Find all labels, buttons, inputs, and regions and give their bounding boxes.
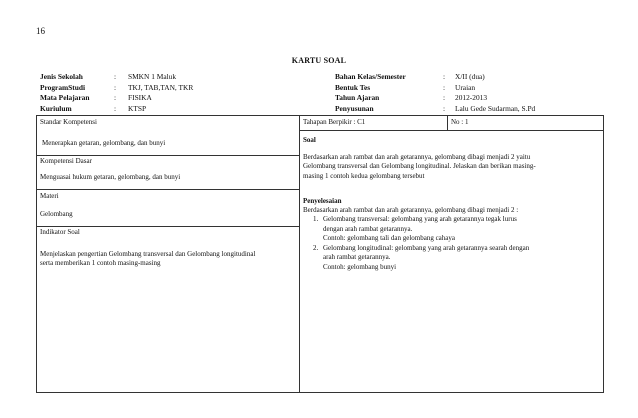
standar-kompetensi-label: Standar Kompetensi xyxy=(40,118,97,126)
list-item-line: Gelombang longitudinal: gelombang yang arah getarannya searah dengan xyxy=(323,243,530,252)
info-row-bentuk-tes xyxy=(335,83,535,94)
info-label: Bentuk Tes xyxy=(335,82,371,92)
row-divider xyxy=(37,155,299,156)
column-divider-no xyxy=(447,116,448,130)
info-value: SMKN 1 Maluk xyxy=(128,72,177,81)
indikator-soal-line-1: Menjelaskan pengertian Gelombang transversal dan Gelombang longitudinal xyxy=(40,250,256,258)
info-colon: : xyxy=(443,103,446,113)
list-item xyxy=(313,215,598,244)
soal-label: Soal xyxy=(303,136,316,144)
test-info xyxy=(335,72,535,114)
indikator-soal-label: Indikator Soal xyxy=(40,228,80,236)
info-colon: : xyxy=(114,72,117,81)
list-item-number: 2. xyxy=(313,243,319,252)
kompetensi-dasar-value: Menguasai hukum getaran, gelombang, dan bunyi xyxy=(40,173,181,181)
info-value: FISIKA xyxy=(128,93,152,102)
info-value: Uraian xyxy=(455,82,476,92)
list-item-line: Contoh: gelombang tali dan gelombang cahaya xyxy=(323,234,455,242)
kompetensi-dasar-label: Kompetensi Dasar xyxy=(40,157,92,165)
list-item-line: Gelombang transversal: gelombang yang arah getarannya tegak lurus xyxy=(323,215,517,223)
standar-kompetensi-value: Menerapkan getaran, gelombang, dan bunyi xyxy=(42,139,166,147)
info-label: Mata Pelajaran xyxy=(40,93,90,102)
column-divider xyxy=(299,116,300,392)
info-colon: : xyxy=(443,93,446,102)
info-label: Bahan Kelas/Semester xyxy=(335,72,406,81)
info-label: ProgramStudi xyxy=(40,82,86,92)
materi-value: Gelombang xyxy=(40,210,73,218)
soal-line-1: Berdasarkan arah rambat dan arah getarannya, gelombang dibagi menjadi 2 yaitu xyxy=(303,153,531,161)
info-value: TKJ, TAB,TAN, TKR xyxy=(128,82,194,92)
document-title: KARTU SOAL xyxy=(291,56,347,65)
question-number: No : 1 xyxy=(451,118,469,126)
list-item xyxy=(313,244,598,273)
row-divider xyxy=(37,226,299,227)
tahapan-berpikir: Tahapan Berpikir : C1 xyxy=(303,118,366,126)
info-colon: : xyxy=(114,103,117,113)
info-label: Kuriulum xyxy=(40,103,72,113)
info-value: KTSP xyxy=(128,103,147,113)
page-number: 16 xyxy=(36,26,45,36)
info-colon: : xyxy=(443,82,446,92)
row-divider xyxy=(299,130,603,131)
indikator-soal-line-2: serta memberikan 1 contoh masing-masing xyxy=(40,259,161,267)
info-label: Penyusunan xyxy=(335,103,374,113)
info-label: Tahun Ajaran xyxy=(335,93,380,102)
list-item-number: 1. xyxy=(313,215,319,223)
info-value: 2012-2013 xyxy=(455,93,488,102)
info-colon: : xyxy=(443,72,446,81)
school-info xyxy=(40,72,193,114)
list-item-line: arah rambat getarannya. xyxy=(323,253,391,261)
penyelesaian-label: Penyelesaian xyxy=(303,197,342,205)
info-row-program-studi xyxy=(40,83,193,94)
penyelesaian-intro: Berdasarkan arah rambat dan arah getarannya, gelombang dibagi menjadi 2 : xyxy=(303,206,519,214)
list-item-line: dengan arah rambat getarannya. xyxy=(323,224,413,233)
list-item-line: Contoh: gelombang bunyi xyxy=(323,262,397,271)
info-row-kurikulum xyxy=(40,104,193,115)
info-value: Lalu Gede Sudarman, S.Pd xyxy=(455,103,536,113)
soal-line-3: masing 1 contoh kedua gelombang tersebut xyxy=(303,172,425,180)
info-label: Jenis Sekolah xyxy=(40,72,83,81)
info-row-penyusunan xyxy=(335,104,535,115)
info-row-bahan-kelas xyxy=(335,72,535,83)
info-value: X/II (dua) xyxy=(455,72,485,81)
info-colon: : xyxy=(114,93,117,102)
info-colon: : xyxy=(114,82,117,92)
soal-line-2: Gelombang transversal dan Gelombang longitudinal. Jelaskan dan berikan masing- xyxy=(303,162,536,170)
materi-label: Materi xyxy=(40,192,59,200)
question-card-table xyxy=(36,115,604,393)
row-divider xyxy=(37,189,299,190)
info-row-mata-pelajaran xyxy=(40,93,193,104)
info-row-jenis-sekolah xyxy=(40,72,193,83)
answer-list xyxy=(313,215,598,272)
info-row-tahun-ajaran xyxy=(335,93,535,104)
